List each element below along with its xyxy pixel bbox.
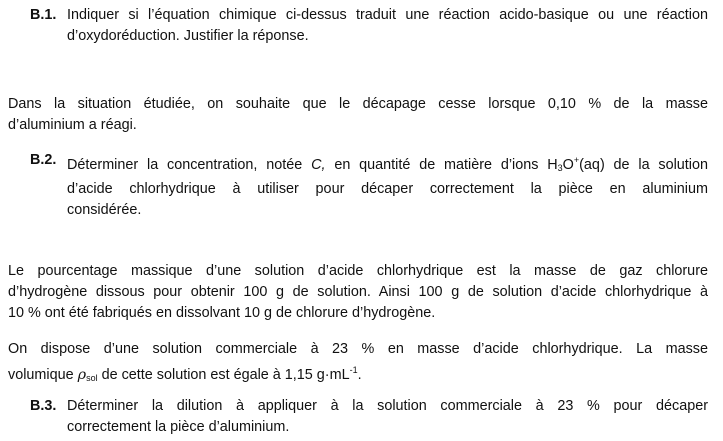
subscript: 3: [557, 163, 563, 173]
superscript: +: [573, 155, 580, 165]
text-line: d’acide chlorhydrique à utiliser pour décaper correctement la pièce en aluminium: [67, 181, 708, 197]
text-segment: de cette solution est égale à 1,15 g·mL: [101, 367, 350, 383]
text-line: d’aluminium a réagi.: [8, 117, 137, 133]
question-text: [67, 150, 708, 221]
text-line: d’hydrogène dissous pour obtenir 100 g de solution. Ainsi 100 g de solution d’acide chlorhydrique à: [8, 284, 708, 300]
paragraph-situation: [8, 94, 708, 136]
paragraph-commercial-solution: [8, 339, 708, 389]
text-line: considérée.: [67, 202, 142, 218]
question-text: [67, 396, 708, 438]
text-line: correctement la pièce d’aluminium.: [67, 419, 290, 435]
text-segment: en quantité de matière d’ions H: [334, 157, 558, 173]
text-line: Indiquer si l’équation chimique ci-dessus traduit une réaction acido-basique ou une réaction: [67, 7, 708, 23]
subscript: sol: [86, 373, 98, 383]
text-line: Déterminer la dilution à appliquer à la solution commerciale à 23 % pour décaper: [67, 398, 708, 414]
question-b2: [30, 150, 708, 221]
text-line: d’oxydoréduction. Justifier la réponse.: [67, 28, 309, 44]
text-segment: volumique: [8, 367, 74, 383]
paragraph-definition: [8, 261, 708, 324]
superscript: -1: [349, 365, 358, 375]
text-segment: .: [357, 367, 362, 383]
rho-symbol: ρ: [77, 367, 87, 383]
text-segment: (aq) de la solution: [579, 157, 709, 173]
text-line: [8, 360, 708, 389]
question-text: [67, 5, 708, 47]
text-line: On dispose d’une solution commerciale à 23 % en masse d’acide chlorhydrique. La masse: [8, 341, 708, 357]
question-number: B.2.: [30, 152, 57, 168]
text-line: Dans la situation étudiée, on souhaite que le décapage cesse lorsque 0,10 % de la masse: [8, 96, 708, 112]
text-line: [67, 150, 708, 179]
text-line: Le pourcentage massique d’une solution d’acide chlorhydrique est la masse de gaz chlorure: [8, 263, 708, 279]
text-segment: Déterminer la concentration, notée: [67, 157, 303, 173]
question-b1: [30, 5, 708, 47]
text-segment: O: [562, 157, 574, 173]
question-number: B.1.: [30, 7, 57, 23]
text-line: 10 % ont été fabriqués en dissolvant 10 g de chlorure d’hydrogène.: [8, 305, 436, 321]
question-number: B.3.: [30, 398, 57, 414]
question-b3: [30, 396, 708, 438]
variable-c: C,: [311, 157, 326, 173]
